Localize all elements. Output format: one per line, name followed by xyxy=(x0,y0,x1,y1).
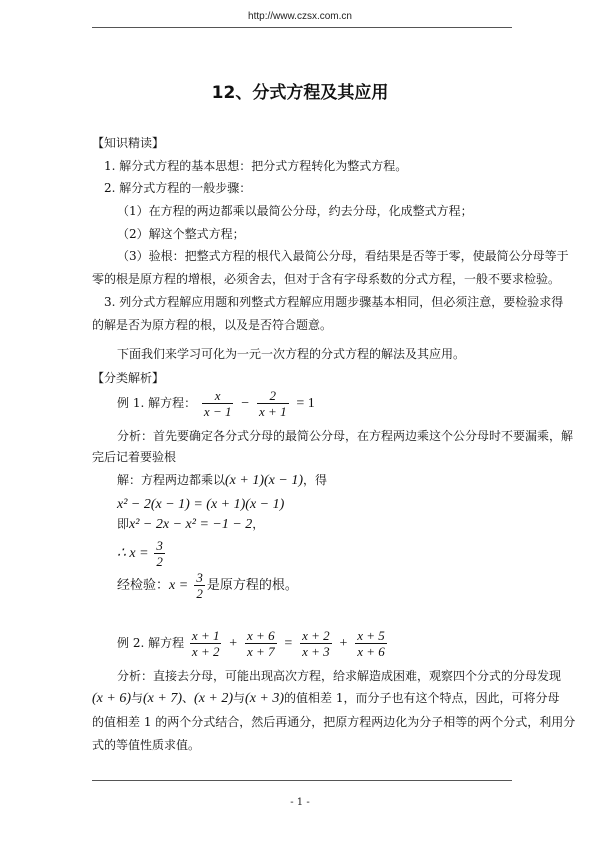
header-url: http://www.czsx.com.cn xyxy=(248,11,352,22)
step-1: （1）在方程的两边都乘以最简公分母，约去分母，化成整式方程； xyxy=(117,204,473,218)
page-number: - 1 - xyxy=(290,797,310,808)
example-2-analysis-line4: 式的等值性质求值。 xyxy=(92,738,201,752)
point-3-line2: 的解是否为原方程的根，以及是否符合题意。 xyxy=(92,318,333,332)
example-1-analysis-line1: 分析：首先要确定各分式分母的最简公分母，在方程两边乘这个公分母时不要漏乘，解 xyxy=(117,429,574,443)
example-1-analysis-line2: 完后记着要验根 xyxy=(92,450,177,464)
header-rule xyxy=(92,27,512,28)
example-1-label: 例 1. 解方程： xyxy=(117,396,197,410)
example-2-analysis-line3: 的值相差 1 的两个分式结合，然后再通分，把原方程两边化为分子相等的两个分式，利用分 xyxy=(92,715,576,729)
fraction: $\frac{x}{x - 1}$ xyxy=(203,388,232,419)
point-3-line1: 3. 列分式方程解应用题和列整式方程解应用题步骤基本相同，但必须注意，要检验求得 xyxy=(104,295,564,309)
example-2-analysis-line2: (x + 6)与(x + 7)、(x + 2)与(x + 3)的值相差 1，而分子也有这个特点，因此，可将分母 xyxy=(92,691,560,706)
page-title: 12、分式方程及其应用 xyxy=(211,83,389,103)
point-2: 2. 解分式方程的一般步骤： xyxy=(104,181,252,195)
analysis-heading: 【分类解析】 xyxy=(92,371,165,385)
fraction: $\frac{x + 5}{x + 6}$ xyxy=(357,628,385,659)
step-3-line2: 零的根是原方程的增根，必须舍去，但对于含有字母系数的分式方程，一般不要求检验。 xyxy=(92,272,561,286)
example-1-step-2: 即x² − 2x − x² = −1 − 2， xyxy=(117,517,265,532)
fraction: $\frac{x + 6}{x + 7}$ xyxy=(247,628,275,659)
example-1-solution-intro: 解：方程两边都乘以(x + 1)(x − 1)，得 xyxy=(117,473,328,488)
example-1-check: 经检验：x = $\frac{3}{2}$ 是原方程的根。 xyxy=(117,570,298,601)
example-2-analysis-line1: 分析：直接去分母，可能出现高次方程，给求解造成困难，观察四个分式的分母发现 xyxy=(117,669,562,683)
step-2: （2）解这个整式方程； xyxy=(117,227,245,241)
point-1: 1. 解分式方程的基本思想：把分式方程转化为整式方程。 xyxy=(104,159,408,173)
fraction: $\frac{3}{2}$ xyxy=(156,538,163,569)
example-2-equation: 例 2. 解方程 $\frac{x + 1}{x + 2}$ + $\frac{x + 6}{x + 7}$ = $\frac{x + 2}{x + 3}$ + $\frac{x + 5}{x + 6}$ xyxy=(117,628,385,659)
fraction: $\frac{x + 2}{x + 3}$ xyxy=(302,628,330,659)
footer-rule xyxy=(92,780,512,781)
step-3-line1: （3）验根：把整式方程的根代入最简公分母，看结果是否等于零，使最简公分母等于 xyxy=(117,249,569,263)
example-2-label: 例 2. 解方程 xyxy=(117,636,185,650)
fraction: $\frac{3}{2}$ xyxy=(196,570,203,601)
example-1-result: ∴ x = $\frac{3}{2}$ xyxy=(117,538,163,569)
knowledge-heading: 【知识精读】 xyxy=(92,136,165,150)
fraction: $\frac{x + 1}{x + 2}$ xyxy=(191,628,220,659)
intro-line: 下面我们来学习可化为一元一次方程的分式方程的解法及其应用。 xyxy=(117,347,466,361)
example-1-equation: 例 1. 解方程： $\frac{x}{x - 1}$ − $\frac{2}{x + 1}$ = 1 xyxy=(117,388,315,419)
example-1-step-1: x² − 2(x − 1) = (x + 1)(x − 1) xyxy=(117,497,285,512)
fraction: $\frac{2}{x + 1}$ xyxy=(259,388,287,419)
